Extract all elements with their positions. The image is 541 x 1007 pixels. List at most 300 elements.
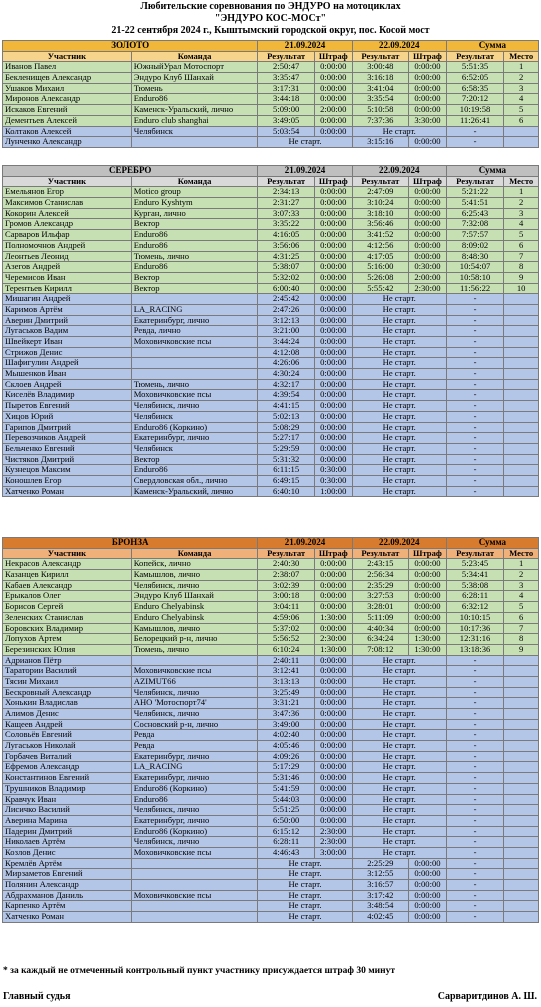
day1-result: 3:12:41 xyxy=(258,666,315,677)
participant-name: Казанцев Кирилл xyxy=(3,570,132,581)
column-header: Результат xyxy=(352,176,409,187)
team-name xyxy=(131,880,258,891)
place xyxy=(504,137,539,148)
place: 2 xyxy=(504,198,539,209)
team-name xyxy=(131,901,258,912)
day2-result: Не старт. xyxy=(352,655,446,666)
day2-result: 7:37:36 xyxy=(352,115,409,126)
column-header: Команда xyxy=(131,176,258,187)
day1-result: 4:32:17 xyxy=(258,379,315,390)
column-header-row xyxy=(3,51,539,62)
column-header: Штраф xyxy=(409,51,447,62)
participant-name: Ерыкалов Олег xyxy=(3,591,132,602)
team-name xyxy=(131,858,258,869)
place: 4 xyxy=(504,219,539,230)
place xyxy=(504,326,539,337)
day2-result: Не старт. xyxy=(352,304,446,315)
table-row xyxy=(3,347,539,358)
day1-penalty: 0:00:00 xyxy=(314,805,352,816)
team-name: Моховичковские псы xyxy=(131,847,258,858)
day1-penalty: 0:00:00 xyxy=(314,773,352,784)
place xyxy=(504,719,539,730)
place: 7 xyxy=(504,623,539,634)
participant-name: Склоев Андрей xyxy=(3,379,132,390)
team-name: Моховичковские псы xyxy=(131,666,258,677)
place: 1 xyxy=(504,187,539,198)
participant-name: Падерин Дмитрий xyxy=(3,826,132,837)
day1-result: 4:09:26 xyxy=(258,751,315,762)
day1-penalty: 0:00:00 xyxy=(314,304,352,315)
total-result: - xyxy=(446,315,504,326)
total-result: 7:32:08 xyxy=(446,219,504,230)
day1-penalty: 0:00:00 xyxy=(314,687,352,698)
day2-penalty: 0:00:00 xyxy=(409,208,447,219)
section-header xyxy=(3,538,539,549)
table-row xyxy=(3,623,539,634)
day1-date: 21.09.2024 xyxy=(258,41,352,52)
section-header xyxy=(3,41,539,52)
place xyxy=(504,815,539,826)
place xyxy=(504,773,539,784)
day1-penalty: 0:00:00 xyxy=(314,94,352,105)
day1-result: 5:03:54 xyxy=(258,126,315,137)
total-result: - xyxy=(446,676,504,687)
team-name: Челябинск xyxy=(131,443,258,454)
column-header: Команда xyxy=(131,51,258,62)
team-name: Enduro club shanghai xyxy=(131,115,258,126)
participant-name: Карпенко Артём xyxy=(3,901,132,912)
place xyxy=(504,304,539,315)
day1-result: 3:44:24 xyxy=(258,337,315,348)
total-result: - xyxy=(446,826,504,837)
day2-penalty: 0:00:00 xyxy=(409,240,447,251)
column-header: Штраф xyxy=(409,548,447,559)
team-name: Челябинск, лично xyxy=(131,709,258,720)
event-name: "ЭНДУРО КОС-МОСт" xyxy=(214,13,327,24)
participant-name: Боровских Владимир xyxy=(3,623,132,634)
place xyxy=(504,443,539,454)
participant-name: Аверина Марина xyxy=(3,815,132,826)
day1-penalty: 0:00:00 xyxy=(314,794,352,805)
place: 3 xyxy=(504,83,539,94)
participant-name: Колтаков Алексей xyxy=(3,126,132,137)
table-row xyxy=(3,240,539,251)
day2-result: Не старт. xyxy=(352,687,446,698)
participant-name: Козлов Денис xyxy=(3,847,132,858)
team-name: Челябинск, лично xyxy=(131,687,258,698)
place xyxy=(504,751,539,762)
day2-penalty: 1:30:00 xyxy=(409,644,447,655)
participant-name: Хатченко Роман xyxy=(3,912,132,923)
participant-name: Дементьев Алексей xyxy=(3,115,132,126)
place xyxy=(504,475,539,486)
day1-result: 5:09:00 xyxy=(258,105,315,116)
place xyxy=(504,465,539,476)
day1-result: 3:35:22 xyxy=(258,219,315,230)
table-row xyxy=(3,773,539,784)
table-row xyxy=(3,805,539,816)
day1-penalty: 2:30:00 xyxy=(314,837,352,848)
day1-result: 6:00:40 xyxy=(258,283,315,294)
day2-result: Не старт. xyxy=(352,326,446,337)
total-result: - xyxy=(446,411,504,422)
place: 5 xyxy=(504,105,539,116)
day1-result: 6:11:15 xyxy=(258,465,315,476)
day2-result: Не старт. xyxy=(352,719,446,730)
day1-result: 3:13:13 xyxy=(258,676,315,687)
day1-penalty: 0:00:00 xyxy=(314,602,352,613)
team-name xyxy=(131,137,258,148)
day2-result: Не старт. xyxy=(352,390,446,401)
place: 10 xyxy=(504,283,539,294)
participant-name: Хицов Юрий xyxy=(3,411,132,422)
place xyxy=(504,794,539,805)
day1-result: 4:59:06 xyxy=(258,612,315,623)
team-name: Enduro86 xyxy=(131,465,258,476)
day2-result: 7:08:12 xyxy=(352,644,409,655)
place xyxy=(504,666,539,677)
day2-result: 5:26:08 xyxy=(352,272,409,283)
table-row xyxy=(3,326,539,337)
day2-penalty: 0:00:00 xyxy=(409,198,447,209)
team-name xyxy=(131,358,258,369)
participant-name: Николаев Артём xyxy=(3,837,132,848)
total-result: 13:18:36 xyxy=(446,644,504,655)
day1-result: 3:49:00 xyxy=(258,719,315,730)
results-table-bronze xyxy=(2,537,539,923)
table-row xyxy=(3,115,539,126)
place: 3 xyxy=(504,208,539,219)
participant-name: Тясин Михаил xyxy=(3,676,132,687)
day2-result: Не старт. xyxy=(352,401,446,412)
participant-name: Терентьев Кирилл xyxy=(3,283,132,294)
table-row xyxy=(3,208,539,219)
place xyxy=(504,762,539,773)
team-name: Enduro86 xyxy=(131,230,258,241)
day1-date: 21.09.2024 xyxy=(258,166,352,177)
day1-penalty: 0:00:00 xyxy=(314,433,352,444)
column-header: Штраф xyxy=(314,548,352,559)
participant-name: Абдрахманов Даниль xyxy=(3,890,132,901)
day2-result: 4:12:56 xyxy=(352,240,409,251)
participant-name: Стрижов Денис xyxy=(3,347,132,358)
team-name xyxy=(131,369,258,380)
participant-name: Константинов Евгений xyxy=(3,773,132,784)
total-result: - xyxy=(446,773,504,784)
day1-result: Не старт. xyxy=(258,912,352,923)
place xyxy=(504,901,539,912)
place xyxy=(504,315,539,326)
table-row xyxy=(3,655,539,666)
day1-penalty: 0:00:00 xyxy=(314,719,352,730)
total-result: 11:26:41 xyxy=(446,115,504,126)
day2-penalty: 0:00:00 xyxy=(409,912,447,923)
day1-penalty: 0:00:00 xyxy=(314,666,352,677)
day2-penalty: 0:30:00 xyxy=(409,262,447,273)
day2-result: 3:17:42 xyxy=(352,890,409,901)
place: 6 xyxy=(504,612,539,623)
day2-result: 5:55:42 xyxy=(352,283,409,294)
total-result: - xyxy=(446,465,504,476)
participant-name: Горбачев Виталий xyxy=(3,751,132,762)
participant-name: Леонтьев Леонид xyxy=(3,251,132,262)
day1-penalty: 0:00:00 xyxy=(314,815,352,826)
day1-result: 2:45:42 xyxy=(258,294,315,305)
total-result: - xyxy=(446,486,504,497)
day1-result: 2:40:30 xyxy=(258,559,315,570)
participant-name: Миронов Александр xyxy=(3,94,132,105)
total-result: 5:21:22 xyxy=(446,187,504,198)
day2-result: 5:11:09 xyxy=(352,612,409,623)
total-result: 5:41:51 xyxy=(446,198,504,209)
place xyxy=(504,422,539,433)
day2-result: Не старт. xyxy=(352,347,446,358)
table-row xyxy=(3,187,539,198)
day2-result: Не старт. xyxy=(352,709,446,720)
participant-name: Алимов Денис xyxy=(3,709,132,720)
day1-penalty: 0:00:00 xyxy=(314,251,352,262)
day1-penalty: 1:30:00 xyxy=(314,644,352,655)
total-result: 5:23:45 xyxy=(446,559,504,570)
participant-name: Лопухов Артем xyxy=(3,634,132,645)
place xyxy=(504,401,539,412)
place xyxy=(504,433,539,444)
day1-result: 3:56:06 xyxy=(258,240,315,251)
day1-penalty: 0:00:00 xyxy=(314,126,352,137)
team-name: Свердловская обл., лично xyxy=(131,475,258,486)
table-row xyxy=(3,294,539,305)
team-name: Enduro Kyshtym xyxy=(131,198,258,209)
total-result: 10:54:07 xyxy=(446,262,504,273)
table-row xyxy=(3,126,539,137)
participant-name: Березинских Юлия xyxy=(3,644,132,655)
team-name: LA_RACING xyxy=(131,304,258,315)
table-row xyxy=(3,580,539,591)
place: 8 xyxy=(504,634,539,645)
day1-penalty: 0:00:00 xyxy=(314,283,352,294)
participant-name: Полномочнов Андрей xyxy=(3,240,132,251)
participant-name: Бельченко Евгений xyxy=(3,443,132,454)
participant-name: Киселёв Владимир xyxy=(3,390,132,401)
total-result: - xyxy=(446,304,504,315)
day2-result: Не старт. xyxy=(352,815,446,826)
team-name: Enduro Chelyabinsk xyxy=(131,612,258,623)
day1-penalty: 0:30:00 xyxy=(314,465,352,476)
section-title: СЕРЕБРО xyxy=(3,166,258,177)
day2-penalty: 0:00:00 xyxy=(409,137,447,148)
place: 9 xyxy=(504,272,539,283)
place: 7 xyxy=(504,251,539,262)
day2-penalty: 0:00:00 xyxy=(409,869,447,880)
section-header xyxy=(3,166,539,177)
participant-name: Иванов Павел xyxy=(3,62,132,73)
participant-name: Кокорин Алексей xyxy=(3,208,132,219)
day1-result: 5:31:46 xyxy=(258,773,315,784)
participant-name: Мышенков Иван xyxy=(3,369,132,380)
place xyxy=(504,337,539,348)
day2-penalty: 0:00:00 xyxy=(409,591,447,602)
team-name: Enduro86 (Коркино) xyxy=(131,783,258,794)
column-header: Штраф xyxy=(314,176,352,187)
table-row xyxy=(3,730,539,741)
results-table-gold xyxy=(2,40,539,148)
chief-judge-label: Главный судья xyxy=(3,991,71,1002)
team-name: Enduro86 (Коркино) xyxy=(131,826,258,837)
day1-result: 5:02:13 xyxy=(258,411,315,422)
participant-name: Максимов Станислав xyxy=(3,198,132,209)
day1-penalty: 0:00:00 xyxy=(314,83,352,94)
day2-penalty: 0:00:00 xyxy=(409,880,447,891)
day1-penalty: 0:00:00 xyxy=(314,401,352,412)
total-result: - xyxy=(446,369,504,380)
day1-result: 4:26:06 xyxy=(258,358,315,369)
place xyxy=(504,730,539,741)
total-result: - xyxy=(446,805,504,816)
total-result: 10:19:58 xyxy=(446,105,504,116)
total-result: - xyxy=(446,294,504,305)
total-result: - xyxy=(446,390,504,401)
day2-result: Не старт. xyxy=(352,741,446,752)
day1-penalty: 0:00:00 xyxy=(314,240,352,251)
total-result: 12:31:16 xyxy=(446,634,504,645)
column-header: Штраф xyxy=(409,176,447,187)
day1-result: 3:00:18 xyxy=(258,591,315,602)
results-table-silver xyxy=(2,165,539,497)
table-row xyxy=(3,912,539,923)
place: 8 xyxy=(504,262,539,273)
day1-penalty: 0:00:00 xyxy=(314,198,352,209)
day2-result: Не старт. xyxy=(352,358,446,369)
column-header: Место xyxy=(504,51,539,62)
day1-result: 5:17:29 xyxy=(258,762,315,773)
table-row xyxy=(3,422,539,433)
participant-name: Кремлёв Артём xyxy=(3,858,132,869)
section-title: БРОНЗА xyxy=(3,538,258,549)
table-row xyxy=(3,783,539,794)
day1-penalty: 0:00:00 xyxy=(314,655,352,666)
day2-result: Не старт. xyxy=(352,443,446,454)
day2-result: 3:16:18 xyxy=(352,73,409,84)
table-row xyxy=(3,137,539,148)
penalty-footnote: * за каждый не отмеченный контрольный пункт участнику присуждается штраф 30 минут xyxy=(3,966,396,976)
day1-result: 3:49:05 xyxy=(258,115,315,126)
participant-name: Чистяков Дмитрий xyxy=(3,454,132,465)
table-row xyxy=(3,411,539,422)
day2-result: 2:47:09 xyxy=(352,187,409,198)
day1-penalty: 2:30:00 xyxy=(314,634,352,645)
table-row xyxy=(3,612,539,623)
day2-result: Не старт. xyxy=(352,369,446,380)
day2-result: Не старт. xyxy=(352,422,446,433)
day1-result: 3:12:13 xyxy=(258,315,315,326)
day2-result: Не старт. xyxy=(352,698,446,709)
participant-name: Бекленищев Александр xyxy=(3,73,132,84)
day1-penalty: 0:00:00 xyxy=(314,262,352,273)
day1-penalty: 0:00:00 xyxy=(314,591,352,602)
day1-result: 4:41:15 xyxy=(258,401,315,412)
day2-result: Не старт. xyxy=(352,454,446,465)
column-header: Результат xyxy=(352,51,409,62)
day1-penalty: 3:00:00 xyxy=(314,847,352,858)
day2-result: 3:28:01 xyxy=(352,602,409,613)
day1-penalty: 0:00:00 xyxy=(314,559,352,570)
section-title: ЗОЛОТО xyxy=(3,41,258,52)
total-result: 6:32:12 xyxy=(446,602,504,613)
day2-result: 3:15:16 xyxy=(352,137,409,148)
participant-name: Лугаськов Николай xyxy=(3,741,132,752)
sum-header: Сумма xyxy=(446,166,538,177)
day2-result: Не старт. xyxy=(352,783,446,794)
day2-date: 22.09.2024 xyxy=(352,166,446,177)
participant-name: Емельянов Егор xyxy=(3,187,132,198)
team-name: Вектор xyxy=(131,272,258,283)
place xyxy=(504,880,539,891)
team-name: Ревда xyxy=(131,730,258,741)
total-result: - xyxy=(446,698,504,709)
team-name: Екатеринбург, лично xyxy=(131,433,258,444)
place: 6 xyxy=(504,115,539,126)
total-result: - xyxy=(446,794,504,805)
participant-name: Адрианов Пётр xyxy=(3,655,132,666)
day1-result: Не старт. xyxy=(258,869,352,880)
team-name: Моховичковские псы xyxy=(131,337,258,348)
table-row xyxy=(3,815,539,826)
place xyxy=(504,486,539,497)
day1-penalty: 0:00:00 xyxy=(314,623,352,634)
participant-name: Зеленских Станислав xyxy=(3,612,132,623)
team-name: Челябинск, лично xyxy=(131,580,258,591)
participant-name: Мишагин Андрей xyxy=(3,294,132,305)
day2-result: Не старт. xyxy=(352,337,446,348)
day1-result: 5:41:59 xyxy=(258,783,315,794)
day2-penalty: 2:30:00 xyxy=(409,283,447,294)
table-row xyxy=(3,198,539,209)
column-header: Штраф xyxy=(314,51,352,62)
day2-result: 2:43:15 xyxy=(352,559,409,570)
total-result: - xyxy=(446,443,504,454)
table-row xyxy=(3,858,539,869)
team-name xyxy=(131,294,258,305)
day2-penalty: 0:00:00 xyxy=(409,580,447,591)
day1-result: 4:30:24 xyxy=(258,369,315,380)
day1-result: 3:02:39 xyxy=(258,580,315,591)
team-name xyxy=(131,869,258,880)
participant-name: Борисов Сергей xyxy=(3,602,132,613)
column-header: Результат xyxy=(258,51,315,62)
place: 5 xyxy=(504,230,539,241)
total-result: - xyxy=(446,730,504,741)
total-result: 10:58:10 xyxy=(446,272,504,283)
table-row xyxy=(3,358,539,369)
total-result: 11:56:22 xyxy=(446,283,504,294)
day1-result: 4:16:05 xyxy=(258,230,315,241)
day2-penalty: 0:00:00 xyxy=(409,105,447,116)
day2-penalty: 3:30:00 xyxy=(409,115,447,126)
participant-name: Искаков Евгений xyxy=(3,105,132,116)
participant-name: Перевозчиков Андрей xyxy=(3,433,132,444)
total-result: - xyxy=(446,709,504,720)
table-row xyxy=(3,73,539,84)
day1-penalty: 2:00:00 xyxy=(314,105,352,116)
day2-penalty: 0:00:00 xyxy=(409,83,447,94)
day1-penalty: 0:00:00 xyxy=(314,73,352,84)
place xyxy=(504,858,539,869)
table-row xyxy=(3,465,539,476)
participant-name: Таратории Василий xyxy=(3,666,132,677)
total-result: - xyxy=(446,815,504,826)
table-row xyxy=(3,837,539,848)
day1-result: 5:32:02 xyxy=(258,272,315,283)
